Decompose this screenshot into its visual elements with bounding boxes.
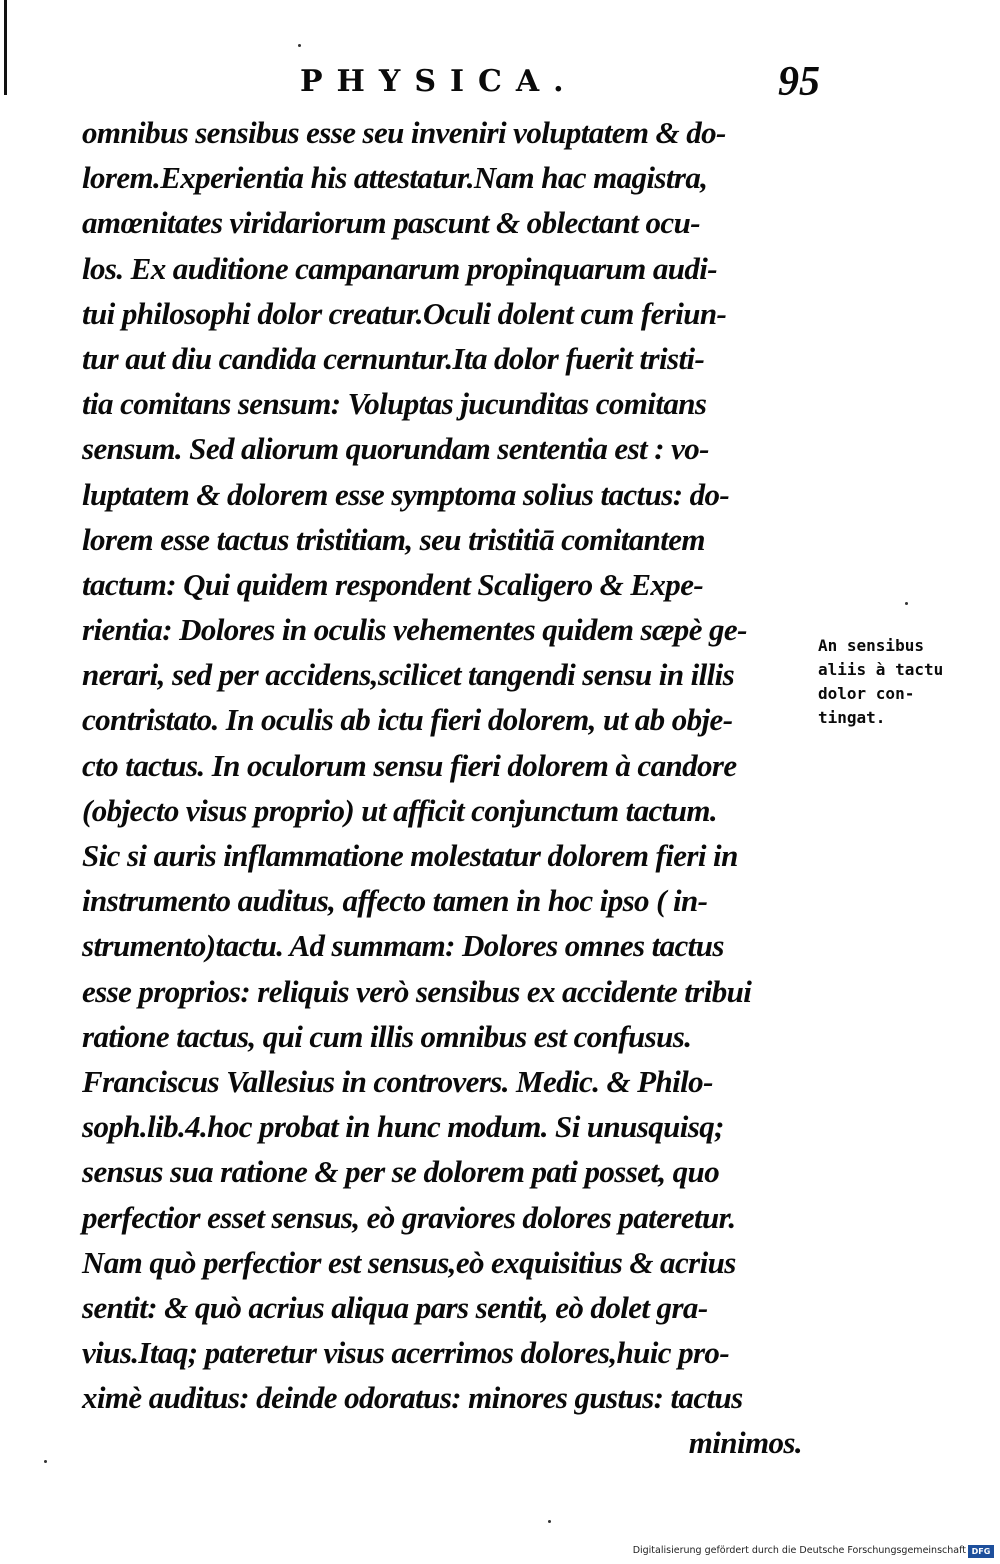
text-line: nerari, sed per accidens,scilicet tangendi sensu in illis bbox=[82, 657, 735, 693]
text-line: tactum: Qui quidem respondent Scaligero & Expe- bbox=[82, 566, 704, 602]
text-line: rientia: Dolores in oculis vehementes quidem sæpè ge- bbox=[82, 612, 747, 648]
text-line: ximè auditus: deinde odoratus: minores gustus: tactus bbox=[82, 1380, 743, 1416]
page-header bbox=[0, 58, 1000, 108]
text-line: strumento)tactu. Ad summam: Dolores omnes tactus bbox=[82, 928, 724, 964]
scan-speck bbox=[44, 1460, 47, 1463]
text-line: lorem.Experientia his attestatur.Nam hac magistra, bbox=[82, 160, 708, 196]
text-line: soph.lib.4.hoc probat in hunc modum. Si unusquisq; bbox=[82, 1109, 724, 1145]
margin-note-line: aliis à tactu bbox=[818, 660, 944, 679]
body-text bbox=[82, 110, 822, 1466]
text-line: lorem esse tactus tristitiam, seu tristitiā comitantem bbox=[82, 521, 705, 557]
margin-note-line: tingat. bbox=[818, 708, 886, 727]
scan-speck bbox=[548, 1520, 551, 1523]
scan-speck bbox=[298, 44, 301, 47]
text-line: sentit: & quò acrius aliqua pars sentit, eò dolet gra- bbox=[82, 1289, 708, 1325]
text-line: ratione tactus, qui cum illis omnibus est confusus. bbox=[82, 1018, 692, 1054]
text-line: esse proprios: reliquis verò sensibus ex accidente tribui bbox=[82, 973, 752, 1009]
text-line: los. Ex auditione campanarum propinquarum audi- bbox=[82, 250, 718, 286]
text-line: sensum. Sed aliorum quorundam sententia est : vo- bbox=[82, 431, 709, 467]
text-line: (objecto visus proprio) ut afficit conjunctum tactum. bbox=[82, 792, 718, 828]
dfg-logo-icon: DFG bbox=[968, 1545, 994, 1558]
scan-speck bbox=[905, 602, 908, 605]
text-line-catchword: minimos. bbox=[688, 1425, 802, 1461]
text-line: vius.Itaq; pateretur visus acerrimos dolores,huic pro- bbox=[82, 1335, 730, 1371]
digitization-credit: Digitalisierung gefördert durch die Deutsche Forschungsgemeinschaft bbox=[632, 1545, 966, 1556]
text-line: perfectior esset sensus, eò graviores dolores pateretur. bbox=[82, 1199, 736, 1235]
text-line: amœnitates viridariorum pascunt & oblectant ocu- bbox=[82, 205, 700, 241]
text-line: luptatem & dolorem esse symptoma solius tactus: do- bbox=[82, 476, 730, 512]
text-line: contristato. In oculis ab ictu fieri dolorem, ut ab obje- bbox=[82, 702, 733, 738]
text-line: Franciscus Vallesius in controvers. Medic. & Philo- bbox=[82, 1063, 713, 1099]
text-line: instrumento auditus, affecto tamen in hoc ipso ( in- bbox=[82, 883, 708, 919]
text-line: tia comitans sensum: Voluptas jucunditas comitans bbox=[82, 386, 707, 422]
text-line: tur aut diu candida cernuntur.Ita dolor fuerit tristi- bbox=[82, 340, 705, 376]
margin-note-line: dolor con- bbox=[818, 684, 915, 703]
marginal-note bbox=[818, 634, 998, 730]
text-line: cto tactus. In oculorum sensu fieri dolorem à candore bbox=[82, 747, 737, 783]
text-line: tui philosophi dolor creatur.Oculi dolent cum feriun- bbox=[82, 295, 727, 331]
text-line: Nam quò perfectior est sensus,eò exquisitius & acrius bbox=[82, 1244, 736, 1280]
margin-note-line: An sensibus bbox=[818, 636, 924, 655]
text-line: sensus sua ratione & per se dolorem pati posset, quo bbox=[82, 1154, 720, 1190]
text-line: omnibus sensibus esse seu inveniri voluptatem & do- bbox=[82, 115, 726, 150]
text-line: Sic si auris inflammatione molestatur dolorem fieri in bbox=[82, 838, 738, 873]
running-head: PHYSICA. bbox=[300, 64, 578, 99]
page-number: 95 bbox=[778, 59, 820, 105]
